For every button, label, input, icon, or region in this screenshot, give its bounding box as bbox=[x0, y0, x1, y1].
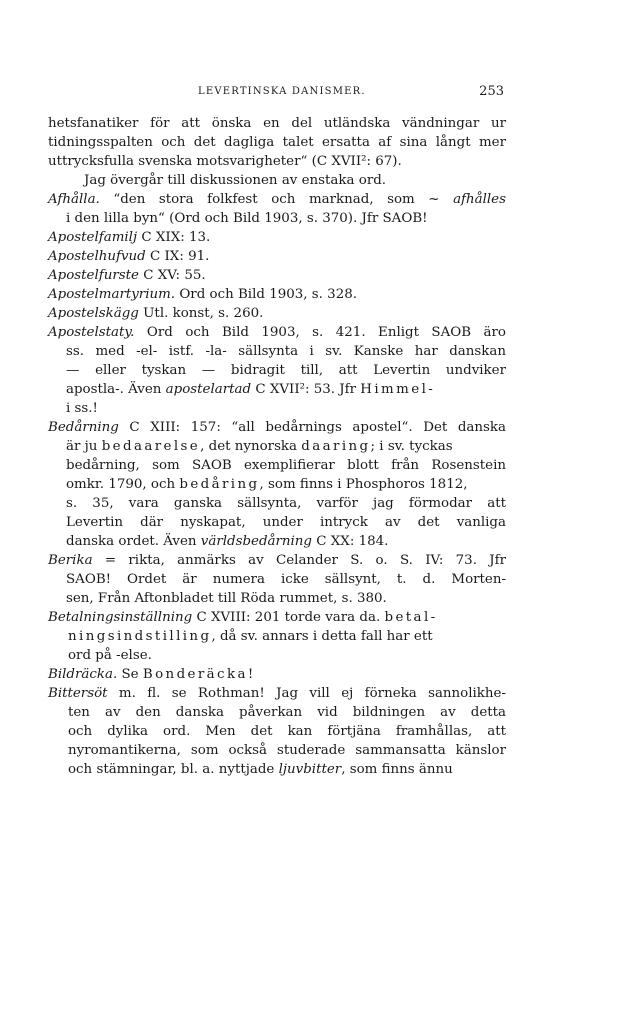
text-line: apostla-. Även apostelartad C XVII²: 53. Jfr Himmel- bbox=[66, 382, 436, 397]
entry-line: Apostelfurste C XV: 55. bbox=[48, 268, 206, 283]
headword: Apostelmartyrium. bbox=[48, 287, 176, 302]
text-line: ten av den danska påverkan vid bildningen av detta bbox=[68, 705, 506, 720]
text-line: och dylika ord. Men det kan förtjäna framhållas, att bbox=[68, 724, 506, 739]
text-line: danska ordet. Även världsbedårning C XX: 184. bbox=[66, 534, 389, 549]
entry-line: Apostelskägg Utl. konst, s. 260. bbox=[48, 306, 264, 321]
page-number: 253 bbox=[479, 84, 504, 99]
entry-line: Apostelstaty. Ord och Bild 1903, s. 421. Enligt SAOB äro bbox=[48, 325, 506, 340]
headword: Apostelfamilj bbox=[48, 230, 138, 245]
text-line: Jag övergår till diskussionen av enstaka ord. bbox=[84, 173, 387, 188]
entry-line: Berika = rikta, anmärks av Celander S. o. S. IV: 73. Jfr bbox=[48, 553, 506, 568]
headword: Berika bbox=[48, 553, 93, 568]
headword: Afhålla. bbox=[48, 192, 100, 207]
entry-line: Bildräcka. Se Bonderäcka! bbox=[48, 667, 256, 682]
text-line: sen, Från Aftonbladet till Röda rummet, s. 380. bbox=[66, 591, 387, 606]
headword: Apostelstaty. bbox=[48, 325, 135, 340]
text-line: — eller tyskan — bidragit till, att Levertin undviker bbox=[66, 363, 506, 378]
text-line: bedårning, som SAOB exemplifierar blott från Rosenstein bbox=[66, 458, 506, 473]
text-line: tidningsspalten och det dagliga talet ersatta af sina långt mer bbox=[48, 135, 506, 150]
text-line: omkr. 1790, och bedåring, som finns i Phosphoros 1812, bbox=[66, 477, 468, 492]
text-line: Levertin där nyskapat, under intryck av det vanliga bbox=[66, 515, 506, 530]
text-line: nyromantikerna, som också studerade sammansatta känslor bbox=[68, 743, 506, 758]
text-line: ss. med -el- istf. -la- sällsynta i sv. Kanske har danskan bbox=[66, 344, 506, 359]
headword: Betalningsinställning bbox=[48, 610, 193, 625]
text-line: ningsindstilling, då sv. annars i detta fall har ett bbox=[68, 629, 433, 644]
text-line: hetsfanatiker för att önska en del utländska vändningar ur bbox=[48, 116, 506, 131]
text-line: i ss.! bbox=[66, 401, 98, 416]
text-line: i den lilla byn“ (Ord och Bild 1903, s. 370). Jfr SAOB! bbox=[66, 211, 428, 226]
page-header bbox=[48, 84, 504, 104]
headword: Apostelfurste bbox=[48, 268, 139, 283]
text-line: SAOB! Ordet är numera icke sällsynt, t. d. Morten- bbox=[66, 572, 506, 587]
running-title: LEVERTINSKA DANISMER. bbox=[198, 86, 366, 97]
text-line: uttrycksfulla svenska motsvarigheter“ (C XVII²: 67). bbox=[48, 154, 402, 169]
entry-line: Apostelhufvud C IX: 91. bbox=[48, 249, 210, 264]
text-line: och stämningar, bl. a. nyttjade ljuvbitter, som finns ännu bbox=[68, 762, 453, 777]
entry-line: Bedårning C XIII: 157: “all bedårnings apostel“. Det danska bbox=[48, 420, 506, 435]
text-line: är ju bedaarelse, det nynorska daaring; i sv. tyckas bbox=[66, 439, 453, 454]
entry-line: Apostelmartyrium. Ord och Bild 1903, s. 328. bbox=[48, 287, 357, 302]
headword: Apostelhufvud bbox=[48, 249, 146, 264]
headword: Apostelskägg bbox=[48, 306, 139, 321]
entry-line: Bittersöt m. fl. se Rothman! Jag vill ej förneka sannolikhe- bbox=[48, 686, 506, 701]
entry-line: Betalningsinställning C XVIII: 201 torde vara da. betal- bbox=[48, 610, 438, 625]
headword: Bedårning bbox=[48, 420, 119, 435]
headword: Bildräcka. bbox=[48, 667, 118, 682]
text-line: ord på -else. bbox=[68, 648, 152, 663]
entry-line: Apostelfamilj C XIX: 13. bbox=[48, 230, 211, 245]
text-line: s. 35, vara ganska sällsynta, varför jag förmodar att bbox=[66, 496, 506, 511]
headword: Bittersöt bbox=[48, 686, 108, 701]
entry-line: Afhålla. “den stora folkfest och marknad, som ~ afhålles bbox=[48, 192, 506, 207]
